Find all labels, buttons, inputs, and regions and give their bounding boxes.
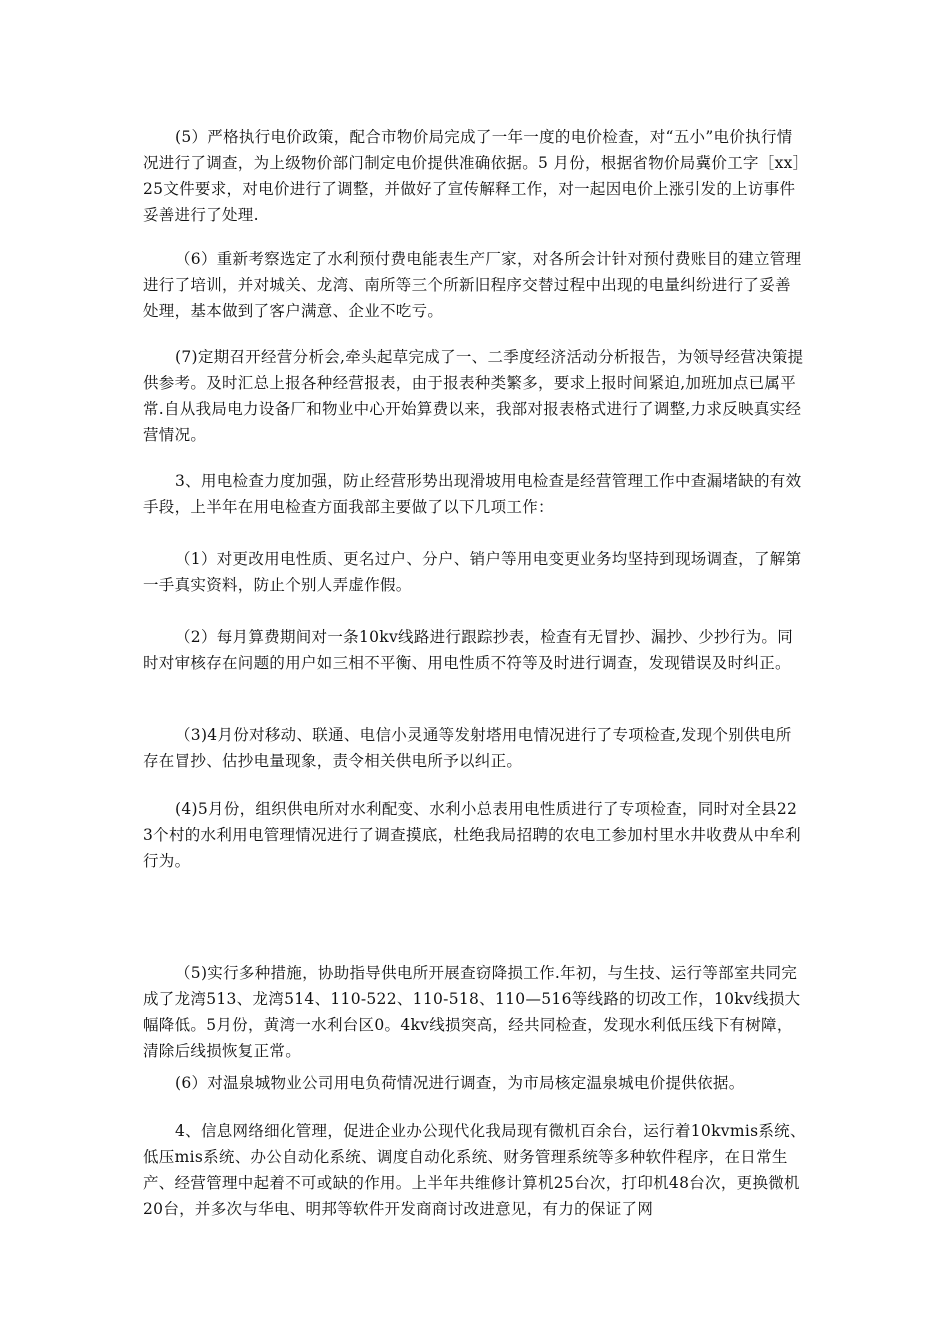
paragraph: （6）重新考察选定了水利预付费电能表生产厂家，对各所会计针对预付费账目的建立管理进行了培训，并对城关、龙湾、南所等三个所新旧程序交替过程中出现的电量纠纷进行了妥善处理，基本做到了客户满意、企业不吃亏。	[143, 250, 802, 320]
paragraph: （2）每月算费期间对一条10kv线路进行跟踪抄表，检查有无冒抄、漏抄、少抄行为。同时对审核存在问题的用户如三相不平衡、用电性质不符等及时进行调查，发现错误及时纠正。	[143, 628, 794, 672]
paragraph: (4)5月份，组织供电所对水利配变、水利小总表用电性质进行了专项检查，同时对全县223个村的水利用电管理情况进行了调查摸底，杜绝我局招聘的农电工参加村里水井收费从中牟利行为。	[143, 800, 801, 870]
paragraph: (7)定期召开经营分析会,牵头起草完成了一、二季度经济活动分析报告，为领导经营决策提供参考。及时汇总上报各种经营报表，由于报表种类繁多，要求上报时间紧迫,加班加点已属平常.自从我局电力设备厂和物业中心开始算费以来，我部对报表格式进行了调整,力求反映真实经营情况。	[143, 348, 804, 444]
paragraph: （1）对更改用电性质、更名过户、分户、销户等用电变更业务均坚持到现场调查，了解第一手真实资料，防止个别人弄虚作假。	[143, 550, 802, 594]
paragraph: (6）对温泉城物业公司用电负荷情况进行调查，为市局核定温泉城电价提供依据。	[175, 1074, 745, 1092]
paragraph: （3)4月份对移动、联通、电信小灵通等发射塔用电情况进行了专项检查,发现个别供电所存在冒抄、估抄电量现象，责令相关供电所予以纠正。	[143, 726, 792, 770]
paragraph: （5)实行多种措施，协助指导供电所开展查窃降损工作.年初，与生技、运行等部室共同完成了龙湾513、龙湾514、110-522、110-518、110—516等线路的切改工作，10kv线损大幅降低。5月份，黄湾一水利台区0。4kv线损突高，经共同检查，发现水利低压线下有树障，清除后线损恢复正常。	[143, 964, 801, 1060]
paragraph: (5）严格执行电价政策，配合市物价局完成了一年一度的电价检查，对“五小”电价执行情况进行了调查，为上级物价部门制定电价提供准确依据。5 月份，根据省物价局冀价工字［xx］25文件要求，对电价进行了调整，并做好了宣传解释工作，对一起因电价上涨引发的上访事件妥善进行了处理.	[143, 128, 801, 224]
section-heading-paragraph: 4、信息网络细化管理，促进企业办公现代化我局现有微机百余台，运行着10kvmis系统、低压mis系统、办公自动化系统、调度自动化系统、财务管理系统等多种软件程序，在日常生产、经营管理中起着不可或缺的作用。上半年共维修计算机25台次，打印机48台次，更换微机20台，并多次与华电、明邦等软件开发商商讨改进意见，有力的保证了网	[143, 1122, 806, 1218]
section-heading-paragraph: 3、用电检查力度加强，防止经营形势出现滑坡用电检查是经营管理工作中查漏堵缺的有效手段，上半年在用电检查方面我部主要做了以下几项工作：	[143, 472, 802, 516]
